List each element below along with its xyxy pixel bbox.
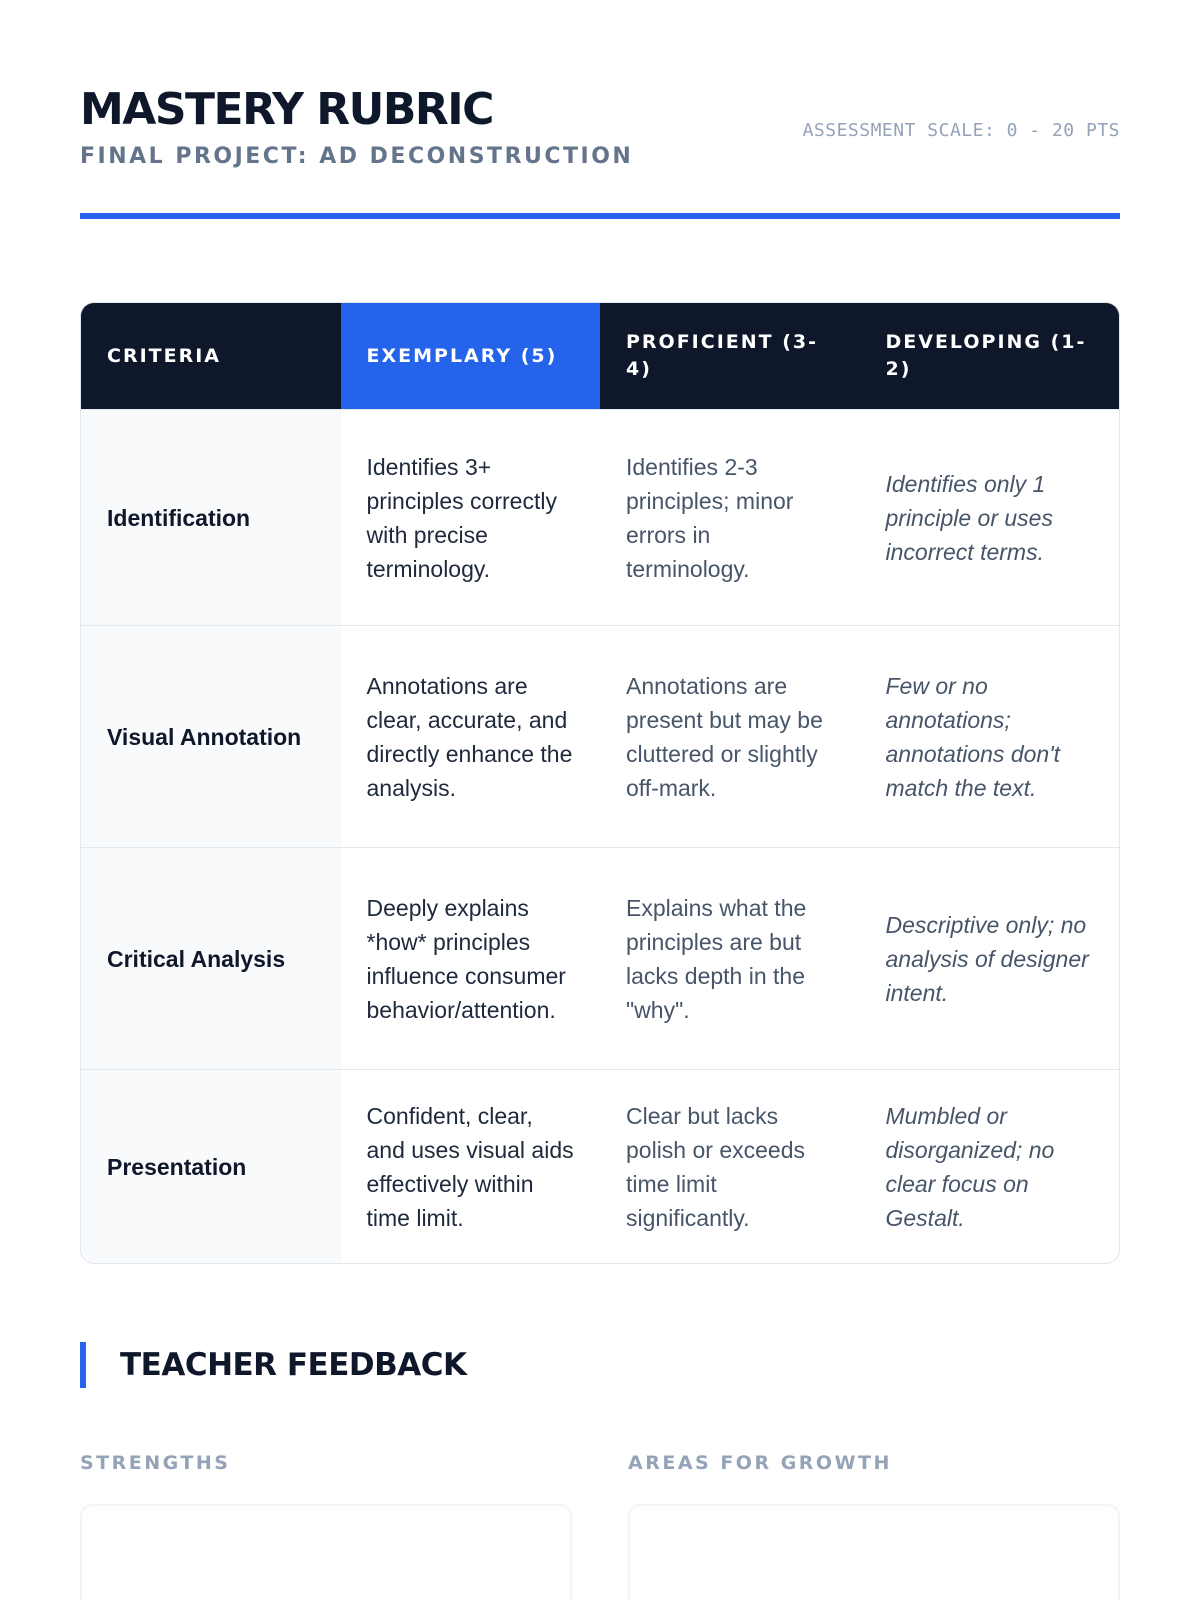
column-header-proficient: PROFICIENT (3-4) (626, 331, 819, 380)
exemplary-cell: Deeply explains *how* principles influence consumer behavior/attention. (366, 894, 566, 1023)
proficient-cell: Explains what the principles are but lacks depth in the "why". (626, 894, 807, 1023)
rubric-table (80, 302, 1120, 1264)
assessment-scale: ASSESSMENT SCALE: 0 - 20 PTS (802, 120, 1120, 141)
header-divider (80, 213, 1120, 219)
exemplary-cell: Identifies 3+ principles correctly with precise terminology. (366, 453, 557, 582)
exemplary-cell: Annotations are clear, accurate, and directly enhance the analysis. (366, 672, 573, 801)
feedback-section-title: TEACHER FEEDBACK (80, 1342, 467, 1388)
proficient-cell: Clear but lacks polish or exceeds time limit significantly. (626, 1102, 805, 1231)
page-subtitle: FINAL PROJECT: AD DECONSTRUCTION (80, 144, 634, 169)
strengths-textbox[interactable] (80, 1504, 572, 1600)
strengths-section (80, 1452, 572, 1600)
criteria-cell: Visual Annotation (81, 626, 341, 847)
rubric-row-presentation (81, 1069, 1119, 1263)
strengths-label: STRENGTHS (80, 1452, 231, 1474)
developing-cell: Few or no annotations; annotations don't match the text. (885, 672, 1060, 801)
rubric-row-critical-analysis (81, 847, 1119, 1069)
criteria-cell: Identification (81, 410, 341, 625)
rubric-row-identification (81, 409, 1119, 625)
column-header-exemplary: EXEMPLARY (5) (341, 303, 601, 409)
growth-label: AREAS FOR GROWTH (628, 1452, 892, 1474)
developing-cell: Identifies only 1 principle or uses incorrect terms. (885, 470, 1053, 565)
rubric-header-row (81, 303, 1119, 409)
growth-textbox[interactable] (628, 1504, 1120, 1600)
growth-section (628, 1452, 1120, 1600)
column-header-criteria: CRITERIA (107, 344, 221, 367)
page-header (80, 80, 1120, 220)
exemplary-cell: Confident, clear, and uses visual aids effectively within time limit. (366, 1102, 574, 1231)
proficient-cell: Identifies 2-3 principles; minor errors in terminology. (626, 453, 794, 582)
developing-cell: Mumbled or disorganized; no clear focus on Gestalt. (885, 1102, 1055, 1231)
column-header-developing: DEVELOPING (1-2) (885, 331, 1087, 380)
developing-cell: Descriptive only; no analysis of designer intent. (885, 911, 1089, 1006)
criteria-cell: Critical Analysis (81, 848, 341, 1069)
criteria-cell: Presentation (81, 1070, 341, 1263)
proficient-cell: Annotations are present but may be cluttered or slightly off-mark. (626, 672, 823, 801)
page-title: MASTERY RUBRIC (80, 84, 493, 135)
rubric-row-visual-annotation (81, 625, 1119, 847)
